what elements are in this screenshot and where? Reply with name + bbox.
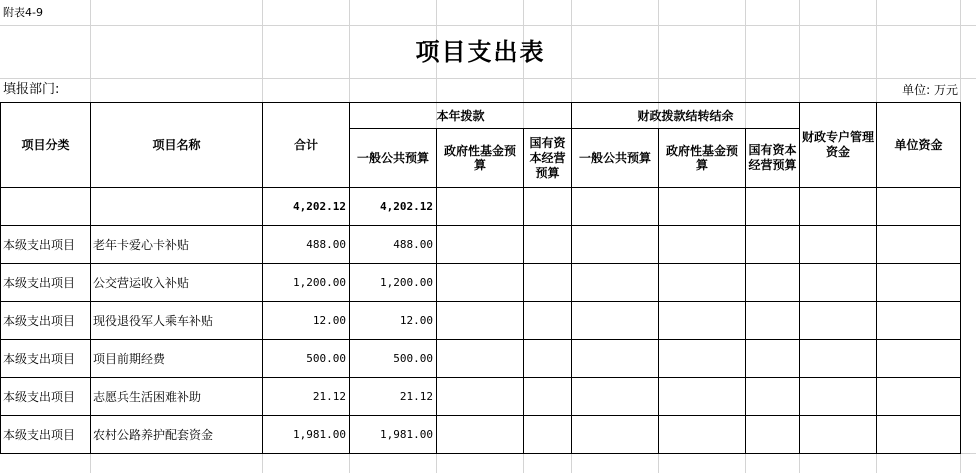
table-border: [960, 102, 961, 454]
row-category: 本级支出项目: [3, 428, 76, 442]
header-special: 财政专户管理资金: [802, 130, 875, 159]
table-border: [799, 102, 800, 454]
row-category: 本级支出项目: [3, 352, 76, 366]
row-total: 1,200.00: [293, 276, 346, 289]
sheet-label: 附表4-9: [3, 6, 43, 19]
row-category: 本级支出项目: [3, 238, 76, 252]
summary-total: 4,202.12: [293, 200, 346, 213]
row-cy-general: 12.00: [399, 314, 433, 327]
row-cy-general: 21.12: [399, 390, 433, 403]
row-cy-general: 1,200.00: [380, 276, 433, 289]
header-cy-fund: 政府性基金预算: [443, 144, 516, 172]
row-total: 12.00: [312, 314, 346, 327]
header-total: 合计: [293, 138, 318, 152]
row-cy-general: 1,981.00: [380, 428, 433, 441]
row-name: 农村公路养护配套资金: [93, 428, 214, 442]
row-total: 1,981.00: [293, 428, 346, 441]
row-total: 21.12: [312, 390, 346, 403]
row-name: 公交营运收入补贴: [93, 276, 190, 290]
header-co-state: 国有资本经营预算: [748, 143, 797, 172]
fill-dept-label: 填报部门:: [3, 82, 60, 97]
header-unit-funds: 单位资金: [894, 138, 943, 152]
table-border: [0, 339, 961, 340]
row-category: 本级支出项目: [3, 390, 76, 404]
header-co-general: 一般公共预算: [578, 151, 651, 165]
table-border: [0, 225, 961, 226]
gridline: [0, 25, 976, 26]
table-border: [523, 128, 524, 454]
row-name: 项目前期经费: [93, 352, 166, 366]
row-cy-general: 500.00: [393, 352, 433, 365]
row-total: 488.00: [306, 238, 346, 251]
summary-cy-general: 4,202.12: [380, 200, 433, 213]
header-current-year: 本年拨款: [436, 108, 485, 123]
table-border: [0, 263, 961, 264]
row-name: 老年卡爱心卡补贴: [93, 238, 190, 252]
gridline: [0, 78, 976, 79]
row-cy-general: 488.00: [393, 238, 433, 251]
row-category: 本级支出项目: [3, 276, 76, 290]
header-category: 项目分类: [21, 138, 70, 152]
table-border: [0, 301, 961, 302]
header-co-fund: 政府性基金预算: [665, 144, 738, 172]
row-category: 本级支出项目: [3, 314, 76, 328]
table-border: [745, 128, 746, 454]
header-cy-state: 国有资本经营预算: [529, 135, 566, 180]
page-title: 项目支出表: [415, 37, 546, 66]
header-cy-general: 一般公共预算: [356, 151, 429, 165]
table-border: [0, 453, 961, 454]
table-border: [0, 187, 961, 188]
table-border: [0, 415, 961, 416]
table-border: [658, 128, 659, 454]
row-name: 志愿兵生活困难补助: [93, 390, 202, 404]
unit-label: 单位: 万元: [902, 83, 958, 97]
header-carryover: 财政拨款结转结余: [637, 108, 734, 123]
row-name: 现役退役军人乘车补贴: [93, 314, 214, 328]
table-border: [436, 128, 437, 454]
header-name: 项目名称: [152, 138, 201, 152]
table-border: [0, 377, 961, 378]
row-total: 500.00: [306, 352, 346, 365]
